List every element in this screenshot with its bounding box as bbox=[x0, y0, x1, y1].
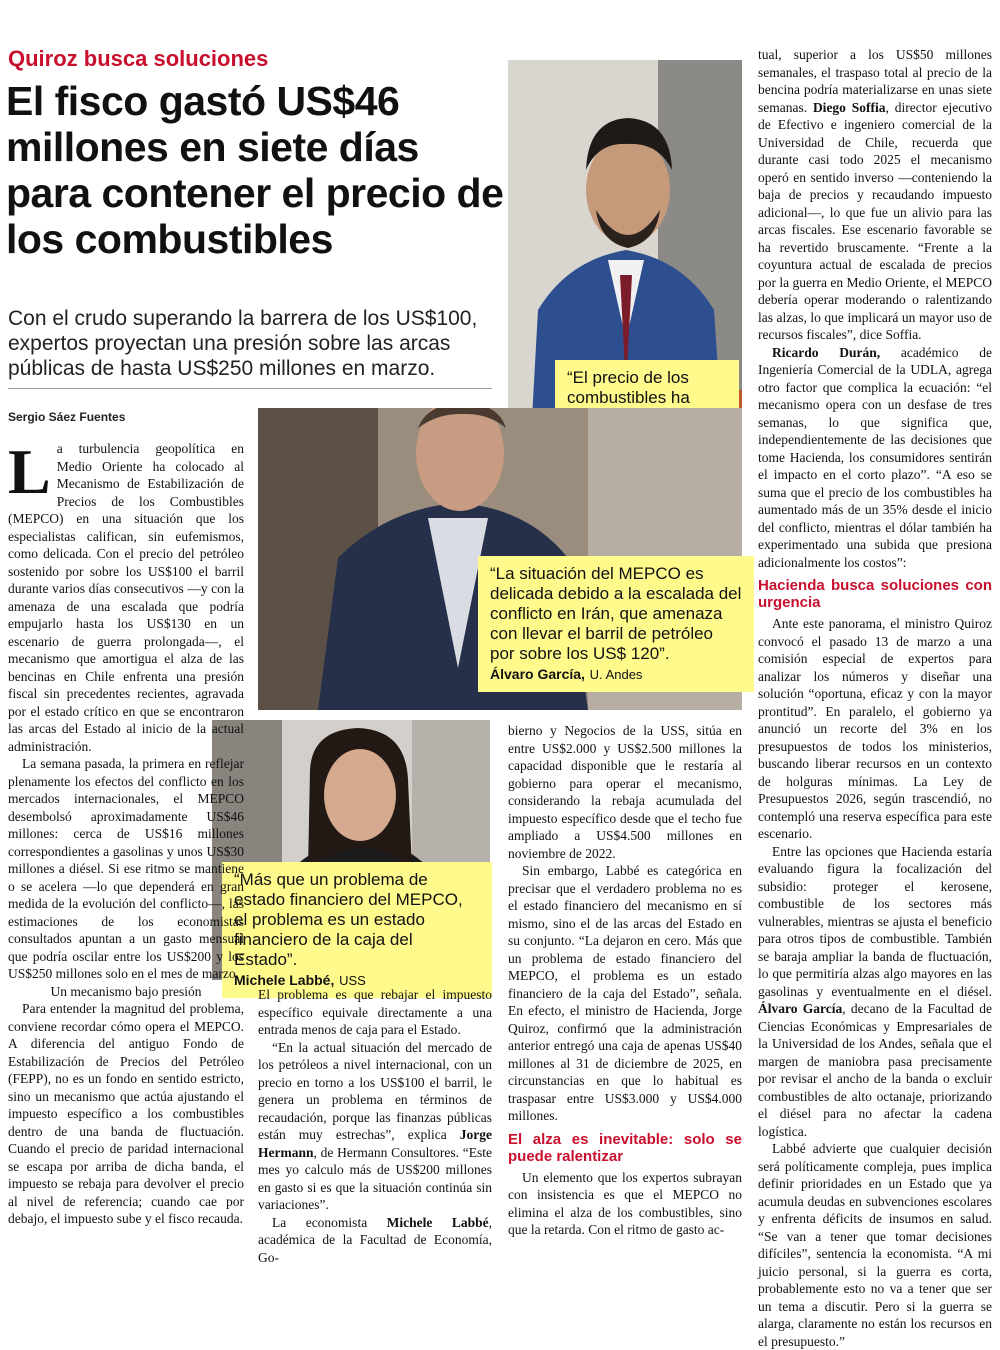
quote-michele-labbe bbox=[222, 862, 492, 998]
paragraph: Para entender la magnitud del problema, conviene recordar cómo opera el MEPCO. A diferencia del antiguo Fondo de Estabilización de Precios del Petróleo (FEPP), no es un fondo en sentido estricto, sino un mecanismo que actúa ajustando el impuesto específico a los combustibles dentro de una banda de fluctuación. Cuando el precio de paridad internacional se escapa por arriba de dicha banda, el impuesto se rebaja para devolver el precio al nivel de referencia; cuando cae por debajo, el impuesto sube y el fisco recauda. bbox=[8, 1001, 244, 1226]
paragraph: tual, superior a los US$50 millones semanales, el traspaso total al precio de la bencina podría materializarse en unas siete semanas. Diego Soffia, director ejecutivo de Efectivo e ingeniero comercial de la Universidad de Chile, recuerda que durante casi todo 2025 el mecanismo operó en sentido inverso —conteniendo la baja de precios y recaudando impuesto adicional—, lo que fue un alivio para las arcas fiscales. Ese escenario favorable se ha revertido bruscamente. “Frente a la coyuntura actual de escalada de precios por la guerra en Medio Oriente, el MEPCO debería operar moderando o ralentizando las alzas, lo que implicará un mayor uso de recursos fiscales”, dice Soffia. bbox=[758, 47, 992, 342]
source-name: Álvaro García bbox=[758, 1001, 843, 1016]
paragraph: La semana pasada, la primera en reflejar plenamente los efectos del conflicto en los mercados internacionales, el MEPCO desembolsó aproximadamente US$46 millones: cerca de US$16 millones correspondientes a gasolinas y unos US$30 millones a diésel. Si ese ritmo se mantiene o se acelera —lo que dependerá en gran medida de la evolución del conflicto—, las estimaciones de los economistas consultados apuntan a un gasto mensual que podría oscilar entre los US$200 y los US$250 millones solo en el mes de marzo. bbox=[8, 756, 244, 981]
section-label: Un mecanismo bajo presión bbox=[50, 983, 202, 999]
quote-author: Álvaro García, bbox=[490, 666, 585, 682]
paragraph: La economista Michele Labbé, académica de la Facultad de Economía, Go- bbox=[258, 1214, 492, 1265]
paragraph: a turbulencia geopolítica en Medio Oriente ha colocado al Mecanismo de Estabilización de Precios de los Combustibles (MEPCO) en una situación que los especialistas califican, sin eufemismos, como delicada. Con el precio del petróleo sostenido por sobre los US$100 el barril durante varios días consecutivos —y con la amenaza de una escalada que podría empujarlo hasta los US$130 en un escenario de guerra prolongada—, el mecanismo que amortigua el alza de las bencinas en Chile enfrenta una presión fiscal sin precedentes recientes, agravada por el estado crítico en que se encontraron las arcas del Estado al inicio de la actual administración. bbox=[8, 441, 244, 754]
byline: Sergio Sáez Fuentes bbox=[8, 410, 126, 424]
quote-affiliation: U. Andes bbox=[589, 667, 643, 682]
drop-cap: L bbox=[8, 436, 51, 507]
source-name: Ricardo Durán, bbox=[772, 344, 881, 360]
paragraph: Labbé advierte que cualquier decisión será políticamente compleja, pues implica definir prioridades en un Estado que ya acumula deudas en subvenciones escolares y enfrenta déficits de insumos en salud. “Se van a tener que tomar decisiones difíciles”, sentencia la economista. “A mi juicio personal, si la guerra es corta, probablemente esto no va a tener que ser un tema a discutir. Pero si la guerra se alarga, claramente no están los recursos en el presupuesto.” bbox=[758, 1141, 992, 1349]
column-2 bbox=[258, 986, 492, 1266]
quote-alvaro-garcia bbox=[478, 556, 754, 692]
paragraph: “En la actual situación del mercado de los petróleos a nivel internacional, con un precio en torno a los US$100 el barril, le genera un problema en términos de recaudación, porque las finanzas públicas están muy estrechas”, explica Jorge Hermann, de Hermann Consultores. “Este mes yo calculo más de US$200 millones en gasto si es que la situación continúa sin variaciones”. bbox=[258, 1039, 493, 1212]
source-name: Jorge Hermann bbox=[258, 1127, 493, 1160]
headline: El fisco gastó US$46 millones en siete días para contener el precio de los combustibles bbox=[6, 78, 504, 262]
quote-text: “Más que un problema de estado financiero del MEPCO, el problema es un estado financiero de la caja del Estado”. bbox=[234, 870, 463, 969]
paragraph: Sin embargo, Labbé es categórica en precisar que el verdadero problema no es el estado financiero del mecanismo en sí mismo, sino el de las arcas del Estado en su conjunto. “La dejaron en cero. Más que un problema de estado financiero del MEPCO, el problema es un estado financiero de la caja del Estado”, señala. En efecto, el ministro de Hacienda, Jorge Quiroz, confirmó que la administración anterior entregó una caja de apenas US$40 millones al 31 de diciembre de 2025, en circunstancias en que lo habitual es traspasar entre US$3.000 y US$4.000 millones. bbox=[508, 863, 742, 1123]
source-name: Diego Soffia bbox=[812, 99, 886, 115]
paragraph: Entre las opciones que Hacienda estaría evaluando figura la focalización del subsidio: proteger el kerosene, combustible de los sectores más vulnerables, mientras se ajusta el beneficio para otros tipos de combustible. También se baraja ampliar la banda de fluctuación, lo que permitiría alzas algo mayores en las gasolinas y eventualmente en el diésel. Álvaro García, decano de la Facultad de Ciencias Económicas y Empresariales de la Universidad de los Andes, señala que el margen de maniobra pasa precisamente por revisar el ancho de la banda o excluir combustibles de alto octanaje, priorizando el diésel para no afectar la cadena logística. bbox=[758, 843, 992, 1139]
paragraph: El problema es que rebajar el impuesto específico equivale directamente a una entrada menos de caja para el Estado. bbox=[258, 987, 492, 1037]
paragraph: Un elemento que los expertos subrayan con insistencia es que el MEPCO no elimina el alza de los combustibles, sino que la retarda. Con el ritmo de gasto ac- bbox=[508, 1169, 742, 1237]
paragraph: bierno y Negocios de la USS, sitúa en entre US$2.000 y US$2.500 millones la capacidad disponible que le restaría al gobierno para operar el mecanismo, considerando la rebaja acumulada del impuesto específico desde que el techo fue ampliado a US$4.500 millones en noviembre de 2022. bbox=[508, 723, 742, 861]
column-1 bbox=[8, 436, 244, 1228]
paragraph: Ricardo Durán, académico de Ingeniería Comercial de la UDLA, agrega otro factor que complica la ecuación: “el mecanismo opera con un desfase de tres semanas, lo que significa que, independientemente de las decisiones que tome Hacienda, los consumidores sentirán el impacto en el corto plazo”. “A eso se suma que el precio de los combustibles ha aumentado más de un 35% desde el inicio del conflicto, mientras el dólar también ha experimentado una subida que presiona adicionalmente los costos”: bbox=[758, 344, 993, 570]
subheading: El alza es inevitable: solo se puede ralentizar bbox=[508, 1130, 742, 1165]
quote-text: “La situación del MEPCO es delicada debido a la escalada del conflicto en Irán, que amenaza con llevar el barril de petróleo por sobre los US$ 120”. bbox=[490, 564, 742, 663]
quote-text: “El precio de los combustibles ha bbox=[567, 368, 690, 407]
quote-affiliation: USS bbox=[339, 973, 366, 988]
quote-author: Michele Labbé, bbox=[234, 972, 335, 988]
source-name: Michele Labbé bbox=[386, 1214, 489, 1230]
paragraph: Ante este panorama, el ministro Quiroz convocó el pasado 13 de marzo a una comisión especial de expertos para analizar los números y diseñar una solución “oportuna, eficaz y con la mayor prontitud”. En paralelo, el gobierno ya anunció un recorte del 3% en los presupuestos de todos los ministerios, buscando liberar recursos en un contexto de holguras mínimas. La Ley de Presupuestos 2026, según trascendió, no contempló una reserva específica para este escenario. bbox=[758, 616, 992, 841]
deck: Con el crudo superando la barrera de los US$100, expertos proyectan una presión sobre las arcas públicas de hasta US$250 millones en marzo. bbox=[8, 307, 478, 380]
column-3 bbox=[508, 722, 742, 1239]
kicker: Quiroz busca soluciones bbox=[8, 46, 269, 71]
column-4 bbox=[758, 46, 992, 1350]
subheading: Hacienda busca soluciones con urgencia bbox=[758, 577, 992, 611]
divider bbox=[8, 388, 492, 389]
